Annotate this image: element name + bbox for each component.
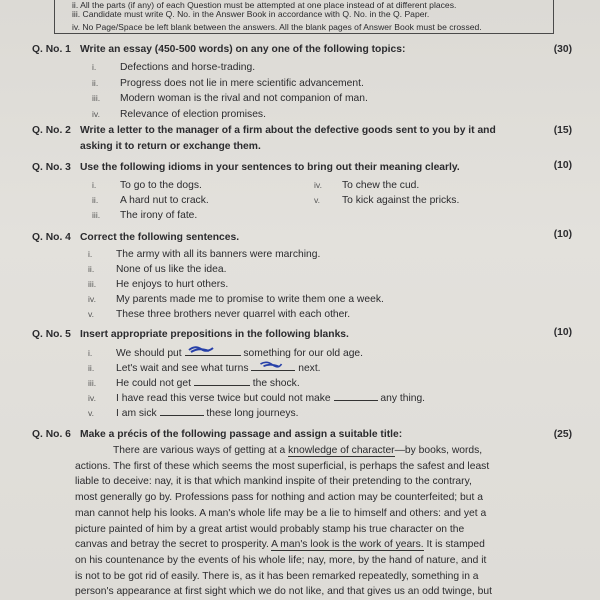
list-item: iii. The irony of fate. — [92, 210, 198, 221]
list-item: iv. Relevance of election promises. — [92, 109, 266, 120]
question-6-heading: Q. No. 6 Make a précis of the following passage and assign a suitable title: — [32, 429, 403, 440]
question-3-marks: (10) — [553, 160, 572, 171]
passage-line: There are various ways of getting at a knowledge of character—by books, words, — [113, 445, 483, 456]
answer-blank — [160, 406, 204, 416]
list-item: i. The army with all its banners were marching. — [88, 249, 321, 260]
list-item: v. To kick against the pricks. — [314, 195, 460, 206]
passage-line: picture painted of him by a great artist would probably stamp his true character on the — [75, 523, 465, 535]
list-item: ii. None of us like the idea. — [88, 264, 227, 275]
list-item: iv. My parents made me to promise to write them one a week. — [88, 294, 384, 305]
question-5-marks: (10) — [553, 327, 572, 338]
list-item: v. These three brothers never quarrel with each other. — [88, 309, 351, 320]
question-6-marks: (25) — [553, 429, 572, 440]
list-item: i. To go to the dogs. — [92, 180, 202, 191]
passage-line: man cannot help his looks. A man's whole life may be a lie to himself and others: and yet a — [75, 507, 487, 519]
passage-line: is not to be got rid of easily. There is, as it has been remarked repeatedly, something in a — [75, 570, 479, 582]
list-item: iii. Modern woman is the rival and not companion of man. — [92, 93, 368, 104]
instruction-line: ii. All the parts (if any) of each Question must be attempted at one place instead of at different places. — [72, 0, 457, 10]
precis-passage — [75, 443, 540, 600]
answer-blank — [185, 346, 241, 356]
instruction-line: iii. Candidate must write Q. No. in the Answer Book in accordance with Q. No. in the Q. Paper. — [72, 9, 430, 19]
question-3-heading: Q. No. 3 Use the following idioms in your sentences to bring out their meaning clearly. — [32, 162, 460, 173]
question-1-heading: Q. No. 1 Write an essay (450-500 words) on any one of the following topics: — [32, 44, 406, 55]
ink-scribble — [259, 359, 283, 369]
list-item: ii. Progress does not lie in mere scientific advancement. — [92, 78, 364, 89]
passage-line: liable to deceive: nay, it is that which mankind inspite of their pretending to the contrary, — [75, 476, 472, 488]
answer-blank — [251, 361, 295, 371]
list-item: iv. To chew the cud. — [314, 180, 420, 191]
question-5-heading: Q. No. 5 Insert appropriate prepositions in the following blanks. — [32, 329, 349, 340]
list-item: i. We should put something for our old age. — [88, 346, 363, 359]
list-item: iv. I have read this verse twice but could not make any thing. — [88, 393, 426, 404]
question-4-marks: (10) — [553, 229, 572, 240]
list-item: iii. He could not get the shock. — [88, 378, 300, 389]
answer-blank — [334, 391, 378, 401]
list-item: v. I am sick these long journeys. — [88, 408, 299, 419]
question-4-heading: Q. No. 4 Correct the following sentences. — [32, 232, 240, 243]
list-item: iii. He enjoys to hurt others. — [88, 279, 229, 290]
passage-line: most generally go by. Professions pass for nothing and action may be counterfeited; but a — [75, 492, 483, 504]
list-item: i. Defections and horse-trading. — [92, 62, 256, 73]
passage-line: person's appearance at first sight which we do not like, and that gives us an odd twinge, but — [75, 586, 492, 598]
passage-line: canvas and betray the secret to prosperity. A man's look is the work of years. It is stamped — [75, 539, 485, 551]
question-2-line2: asking it to return or exchange them. — [80, 141, 261, 152]
passage-line: actions. The first of these which seems the most superficial, is perhaps the safest and least — [75, 460, 490, 472]
ink-scribble — [187, 344, 219, 354]
list-item: ii. A hard nut to crack. — [92, 195, 209, 206]
list-item: ii. Let's wait and see what turns next. — [88, 361, 321, 374]
question-2-marks: (15) — [553, 125, 572, 136]
answer-blank — [194, 376, 250, 386]
instruction-line: iv. No Page/Space be left blank between the answers. All the blank pages of Answer Book must be crossed. — [72, 22, 482, 32]
question-1-marks: (30) — [553, 44, 572, 55]
passage-line: on his countenance by the events of his whole life; nay, more, by the hand of nature, and it — [75, 554, 487, 566]
question-2-heading: Q. No. 2 Write a letter to the manager of a firm about the defective goods sent to you by it and — [32, 125, 496, 136]
